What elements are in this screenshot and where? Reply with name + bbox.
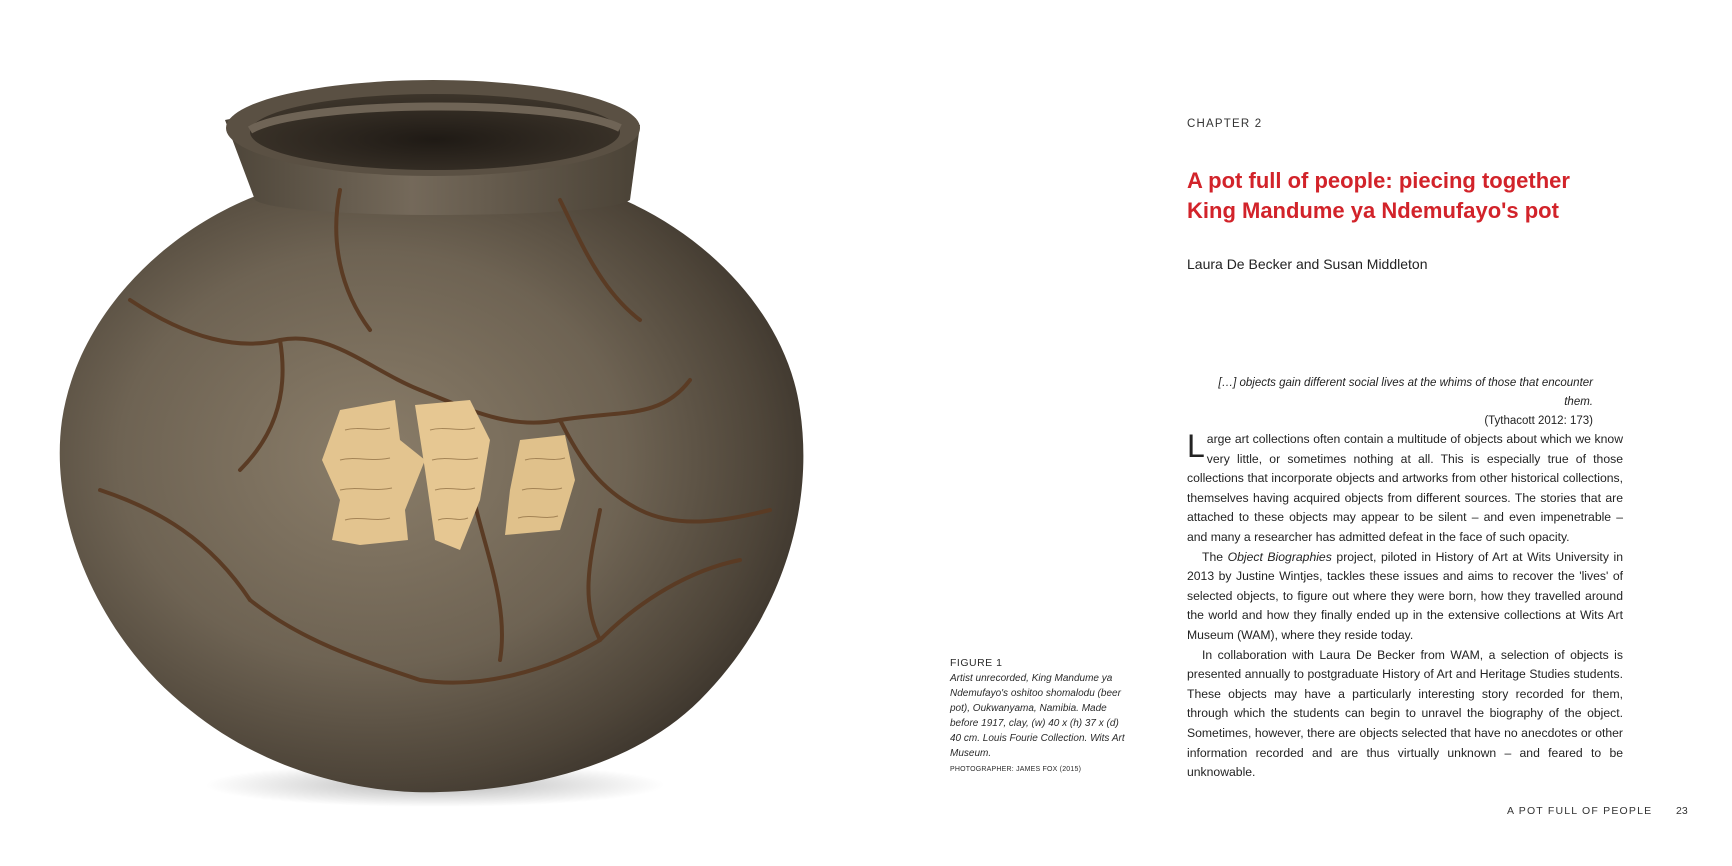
chapter-authors: Laura De Becker and Susan Middleton bbox=[1187, 256, 1428, 272]
epigraph-quote: […] objects gain different social lives at the whims of those that encounter them. bbox=[1218, 377, 1593, 408]
chapter-title bbox=[1187, 166, 1617, 226]
running-head: A POT FULL OF PEOPLE bbox=[1507, 805, 1653, 817]
figure-caption bbox=[950, 656, 1130, 777]
epigraph-citation: (Tythacott 2012: 173) bbox=[1484, 415, 1593, 427]
epigraph bbox=[1187, 374, 1593, 431]
paragraph-1 bbox=[1187, 430, 1623, 548]
paragraph-2-italic: Object Biographies bbox=[1227, 549, 1332, 564]
chapter-title-line2: King Mandume ya Ndemufayo's pot bbox=[1187, 198, 1559, 223]
body-text bbox=[1187, 430, 1623, 783]
paragraph-2-after: project, piloted in History of Art at Wits University in 2013 by Justine Wintjes, tackles these issues and aims to recover the 'lives' of selected objects, to figure out where they were born, how they travelled around the world and how they finally ended up in the extensive collections at Wits Art Museum (WAM), where they reside today. bbox=[1187, 549, 1623, 642]
figure-caption-line2: Oukwanyama, Namibia. Made before 1917, clay, (w) 40 x (h) 37 x (d) 40 cm. Louis Fourie Collection. Wits Art Museum. bbox=[950, 703, 1125, 759]
paragraph-3: In collaboration with Laura De Becker from WAM, a selection of objects is presented annually to postgraduate History of Art and Heritage Studies students. These objects may have a particularly interesting story recorded for them, through which the students can begin to unravel the biography of the object. Sometimes, however, there are objects selected that have no anecdotes or other information recorded and are thus virtually unknown – and feared to be unknowable. bbox=[1187, 647, 1623, 780]
figure-caption-line1: Artist unrecorded, King Mandume ya Ndemufayo's oshitoo shomalodu (beer pot), bbox=[950, 673, 1121, 714]
figure-label: FIGURE 1 bbox=[950, 657, 1003, 669]
photographer-credit: PHOTOGRAPHER: JAMES FOX (2015) bbox=[950, 766, 1082, 773]
chapter-title-line1: A pot full of people: piecing together bbox=[1187, 168, 1570, 193]
paragraph-1-text: arge art collections often contain a multitude of objects about which we know very little, or sometimes nothing at all. This is especially true of those collections that incorporate objects and artworks from other historical collections, themselves having acquired objects from different sources. The stories that are attached to these objects may appear to be silent – and even impenetrable – and many a researcher has admitted defeat in the face of such opacity. bbox=[1187, 432, 1623, 544]
page-number: 23 bbox=[1676, 805, 1688, 817]
paragraph-2 bbox=[1187, 548, 1623, 646]
pot-photograph bbox=[40, 40, 840, 810]
paragraph-2-before: The bbox=[1202, 549, 1228, 564]
drop-cap: L bbox=[1187, 428, 1205, 464]
figure-caption-text bbox=[950, 671, 1130, 761]
chapter-label: CHAPTER 2 bbox=[1187, 118, 1263, 130]
clay-pot-illustration bbox=[40, 40, 840, 810]
